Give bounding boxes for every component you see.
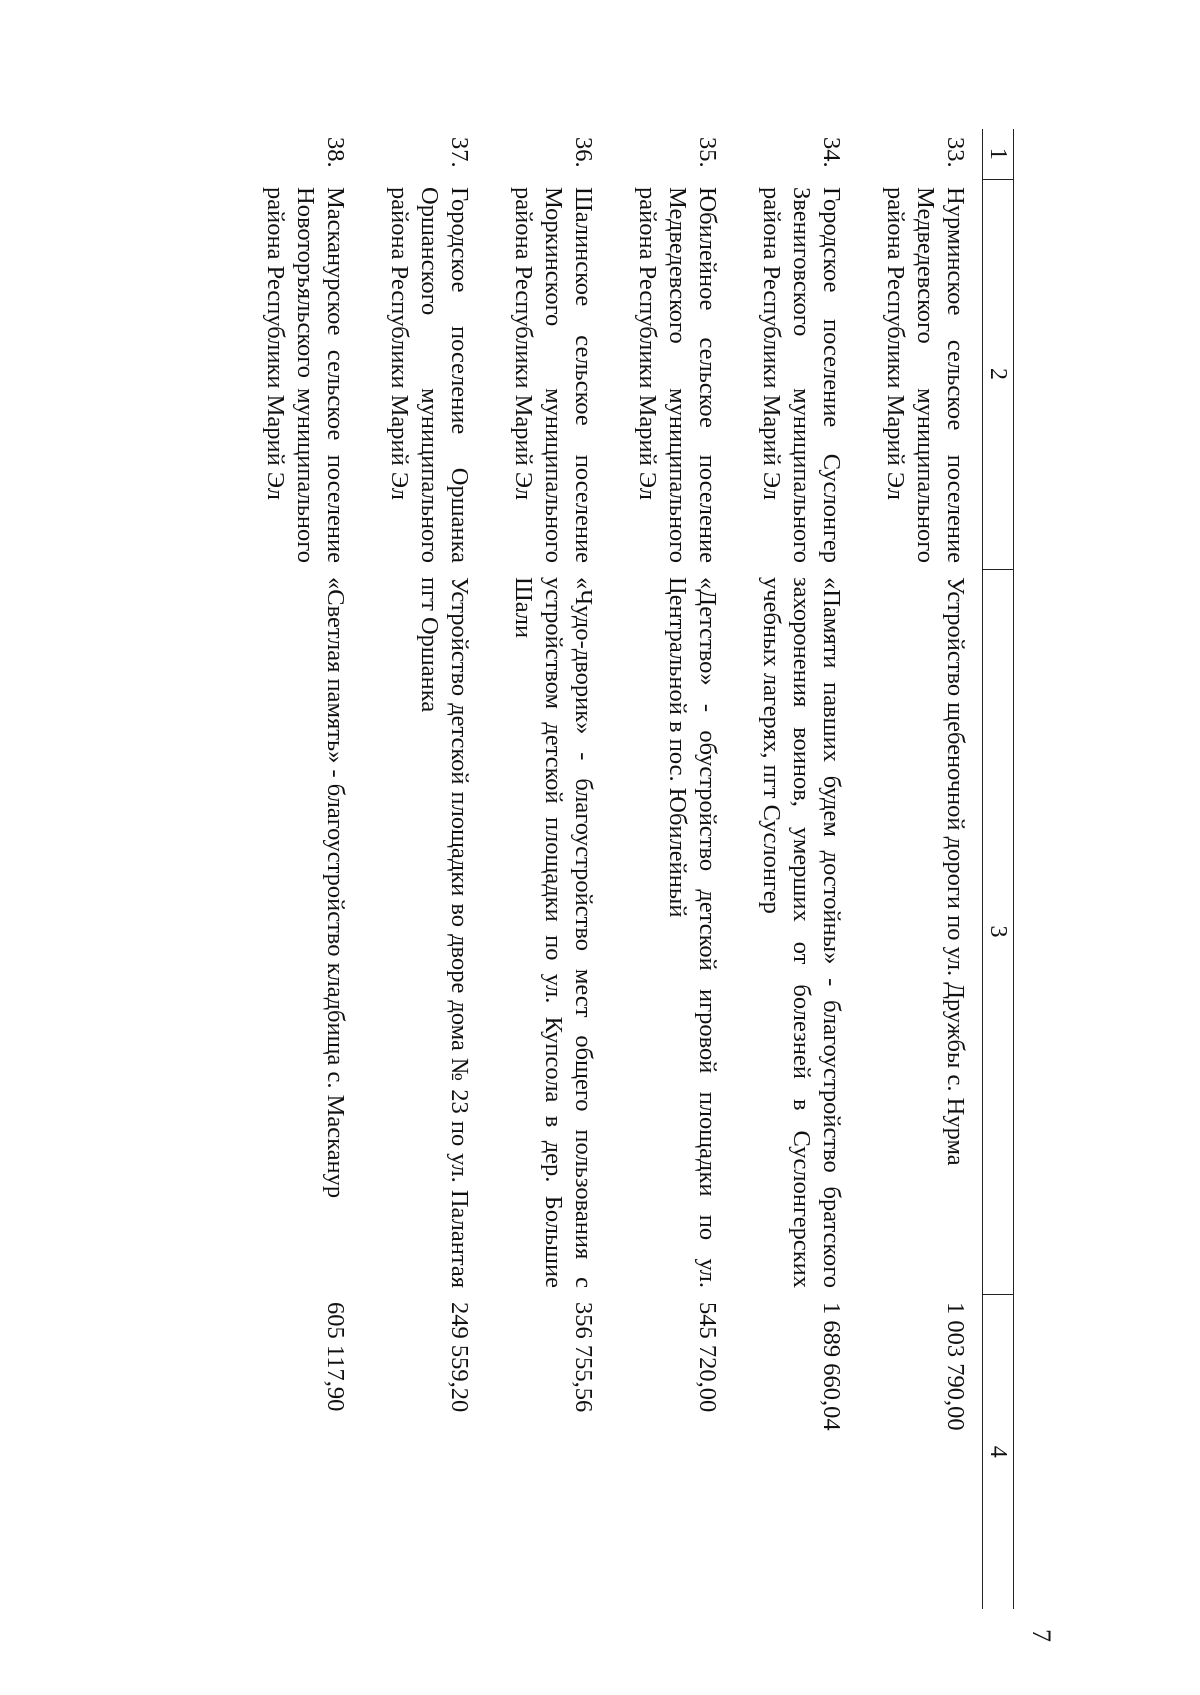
amount-cell: 249 559,20 [446,1302,473,1413]
amount-cell: 356 755,56 [570,1302,597,1413]
recipient-cell: Юбилейное сельское поселение Медведевского муниципального района Республики Марий Эл [634,187,721,563]
recipient-cell: Городское поселение Суслонгер Звениговского муниципального района Республики Марий Эл [758,187,845,563]
amount-cell: 605 117,90 [322,1302,349,1412]
funding-table [238,129,1014,1609]
row-number: 37. [446,137,473,168]
project-cell: «Детство» - обустройство детской игровой площадки по ул. Центральной в пос. Юбилейный [664,577,721,1288]
table-header-row [983,129,1014,1609]
table-row [238,129,362,1609]
column-header: 2 [983,179,1014,569]
table-row [362,129,486,1609]
column-header: 3 [983,569,1014,1294]
amount-cell: 545 720,00 [694,1302,721,1413]
row-number: 35. [694,137,721,168]
project-cell: Устройство детской площадки во дворе дома № 23 по ул. Палантая пгт Оршанка [416,577,473,1288]
recipient-cell: Нурминское сельское поселение Медведевского муниципального района Республики Марий Эл [882,187,969,563]
row-number: 34. [818,137,845,168]
recipient-cell: Масканурское сельское поселение Новоторъяльского муниципального района Республики Марий Эл [262,187,349,563]
project-cell: «Чудо-дворик» - благоустройство мест общего пользования с устройством детской площадки по ул. Купсола в дер. Большие Шали [510,577,597,1288]
row-number: 36. [570,137,597,168]
page-number: 7 [1027,1629,1056,1642]
row-number: 33. [942,137,969,168]
row-number: 38. [322,137,349,168]
table-row [734,129,858,1609]
project-cell: «Светлая память» - благоустройство кладбища с. Масканур [322,577,349,1199]
column-header: 4 [983,1294,1014,1609]
table-row [486,129,610,1609]
recipient-cell: Шалинское сельское поселение Моркинского муниципального района Республики Марий Эл [510,187,597,563]
column-header: 1 [983,129,1014,179]
amount-cell: 1 689 660,04 [818,1302,845,1431]
recipient-cell: Городское поселение Оршанка Оршанского муниципального района Республики Марий Эл [386,187,473,563]
table-row [610,129,734,1609]
project-cell: «Памяти павших будем достойны» - благоустройство братского захоронения воинов, умерших от болезней в Суслонгерских учебных лагерях, пгт Суслонгер [758,577,845,1288]
project-cell: Устройство щебеночной дороги по ул. Дружбы с. Нурма [942,577,969,1166]
rotated-content [230,129,1056,1642]
table-row [858,129,983,1609]
amount-cell: 1 003 790,00 [942,1302,969,1431]
